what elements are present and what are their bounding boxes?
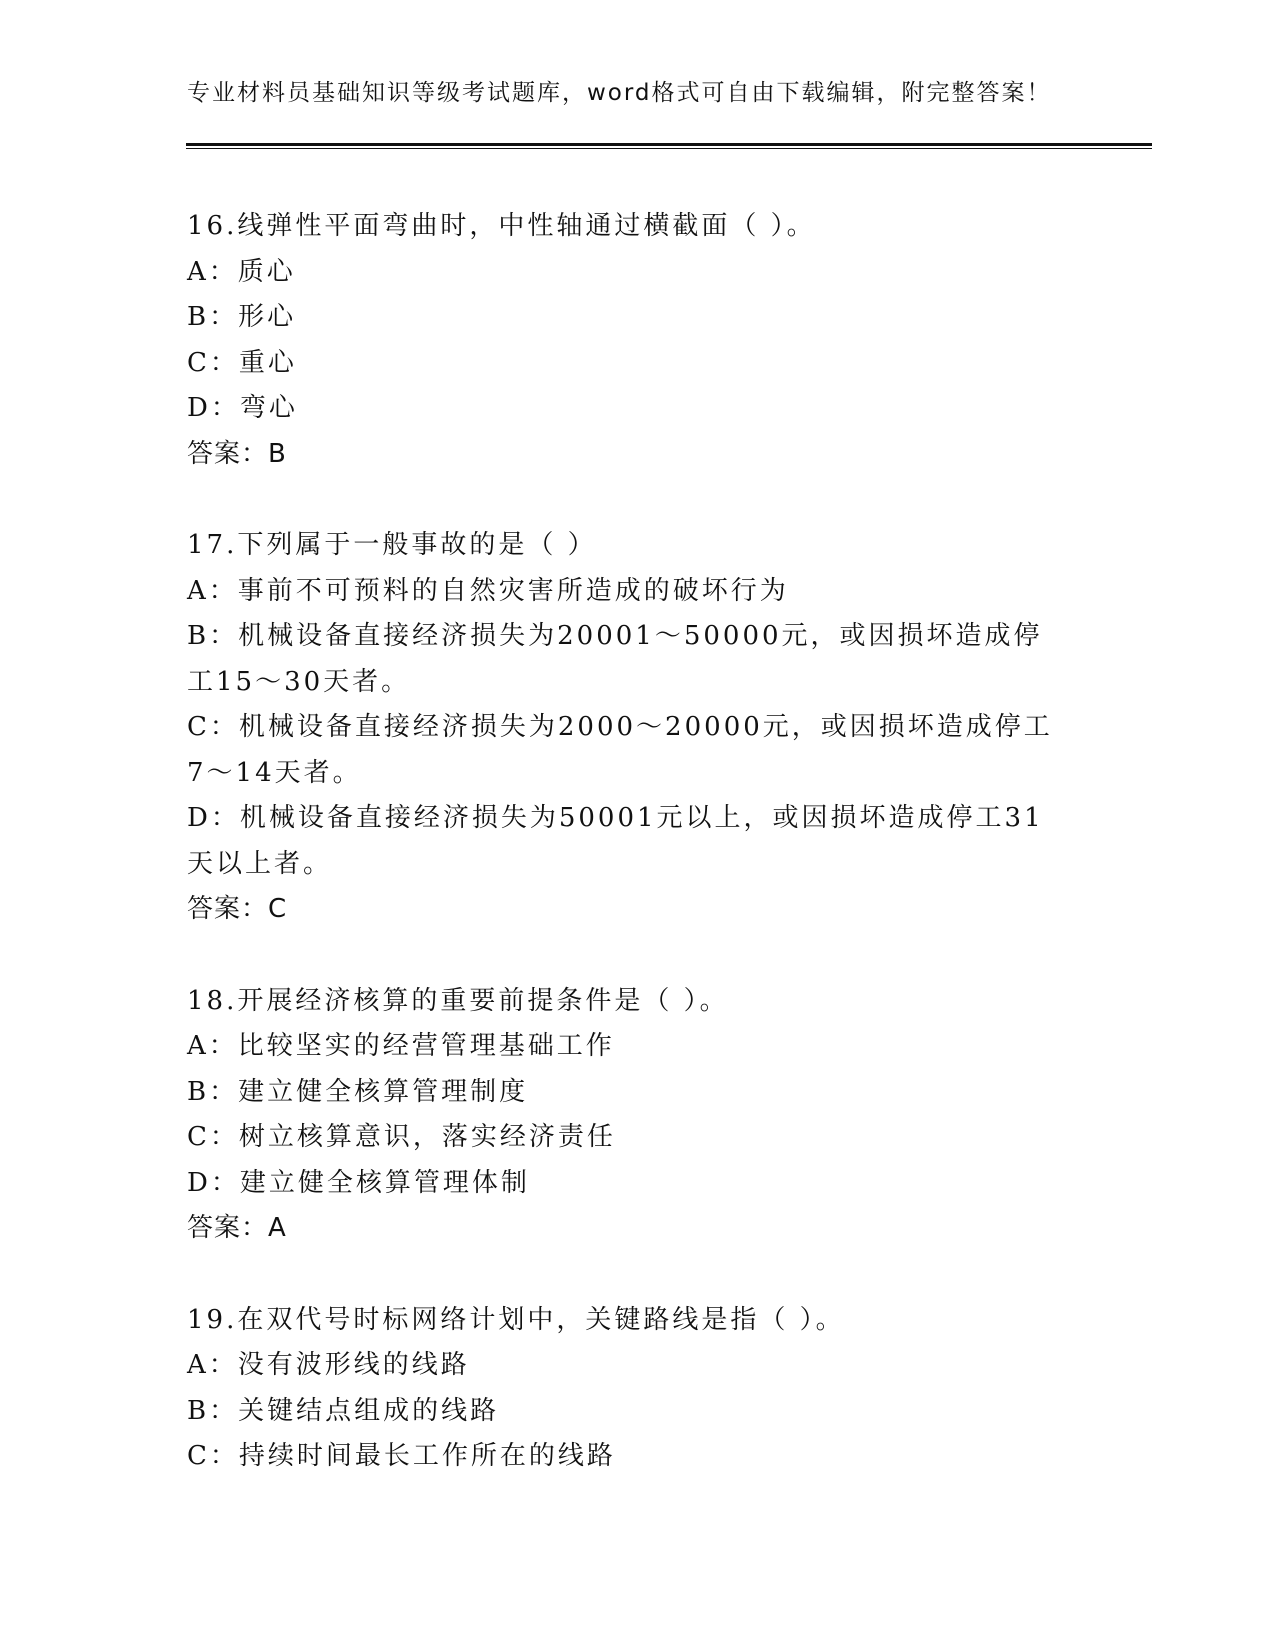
question-16 <box>187 204 1087 477</box>
question-stem: 18.开展经济核算的重要前提条件是（ ）。 <box>187 985 729 1016</box>
option-b: B：建立健全核算管理制度 <box>187 1076 529 1107</box>
option-d: D：建立健全核算管理体制 <box>187 1167 530 1198</box>
option-c: C：重心 <box>187 347 297 378</box>
question-19 <box>187 1298 1087 1480</box>
option-b: B：形心 <box>187 302 297 332</box>
question-17 <box>187 523 1087 933</box>
option-c: C：机械设备直接经济损失为2000～20000元，或因损坏造成停工7～14天者。 <box>187 712 1053 788</box>
option-a: A：没有波形线的线路 <box>187 1350 470 1380</box>
answer: 答案：A <box>187 1213 287 1243</box>
question-stem: 17.下列属于一般事故的是（ ） <box>187 530 597 560</box>
question-18 <box>187 979 1087 1252</box>
answer: 答案：B <box>187 438 287 469</box>
option-d: D：弯心 <box>187 393 298 423</box>
option-a: A：质心 <box>187 256 296 287</box>
option-a: A：比较坚实的经营管理基础工作 <box>187 1031 615 1061</box>
question-stem: 16.线弹性平面弯曲时，中性轴通过横截面（ ）。 <box>187 211 816 241</box>
header-divider <box>186 143 1152 149</box>
question-stem: 19.在双代号时标网络计划中，关键路线是指（ ）。 <box>187 1304 845 1335</box>
question-list <box>187 204 1087 1526</box>
option-a: A：事前不可预料的自然灾害所造成的破坏行为 <box>187 575 789 606</box>
option-b: B：关键结点组成的线路 <box>187 1395 500 1426</box>
option-b: B：机械设备直接经济损失为20001～50000元，或因损坏造成停工15～30天者。 <box>187 621 1043 697</box>
option-d: D：机械设备直接经济损失为50001元以上，或因损坏造成停工31天以上者。 <box>187 803 1044 879</box>
document-header: 专业材料员基础知识等级考试题库，word格式可自由下载编辑，附完整答案！ <box>187 80 1052 106</box>
option-c: C：持续时间最长工作所在的线路 <box>187 1441 616 1471</box>
option-c: C：树立核算意识，落实经济责任 <box>187 1122 616 1152</box>
answer: 答案：C <box>187 894 288 924</box>
